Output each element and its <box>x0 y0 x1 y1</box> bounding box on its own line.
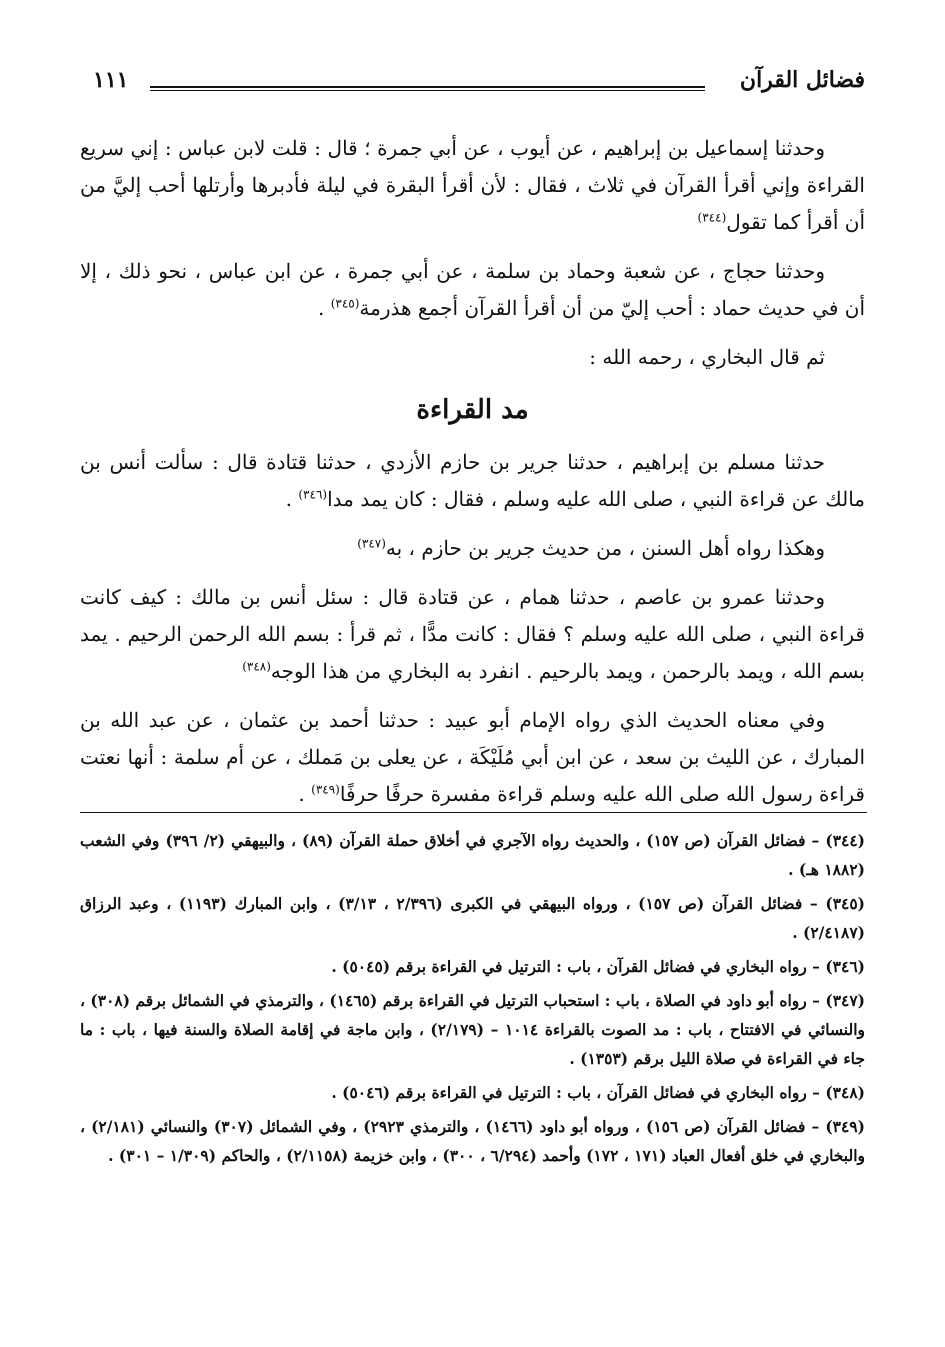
footnote <box>80 952 865 981</box>
paragraph <box>80 339 865 376</box>
header-rule <box>150 86 705 91</box>
footnote-number: (٣٤٧) <box>825 991 866 1010</box>
footnote <box>80 889 865 947</box>
footnote <box>80 986 865 1073</box>
paragraph <box>80 130 865 241</box>
footnote-reference: (٣٤٥) <box>330 296 360 311</box>
footnote-text: – فضائل القرآن (ص ١٥٦) ، ورواه أبو داود (١٤٦٦) ، والترمذي ٢٩٢٣) ، وفي الشمائل (٣٠٧) والنسائي (٢/١٨١) ، والبخاري في خلق أفعال العباد (١٧١ ، ١٧٢) وأحمد (٦/٢٩٤ ، ٣٠٠) ، وابن خزيمة (٢/١١٥٨) ، والحاكم (١/٣٠٩ – ٣٠١) . <box>80 1117 865 1165</box>
footnote-text: – رواه البخاري في فضائل القرآن ، باب : الترتيل في القراءة برقم (٥٠٤٦) . <box>331 1083 826 1102</box>
paragraph-end: . <box>285 487 299 511</box>
paragraph-end: . <box>298 782 312 806</box>
paragraph-text: وهكذا رواه أهل السنن ، من حديث جرير بن حازم ، به <box>385 536 825 560</box>
section-heading: مد القراءة <box>416 395 529 425</box>
footnotes <box>80 826 865 1175</box>
paragraph <box>80 702 865 813</box>
footnote-text: – رواه أبو داود في الصلاة ، باب : استحباب الترتيل في القراءة برقم (١٤٦٥) ، والترمذي في الشمائل برقم (٣٠٨) ، والنسائي في الافتتاح ، باب : مد الصوت بالقراءة ١٠١٤ – (٢/١٧٩) ، وابن ماجة في إقامة الصلاة والسنة فيها ، باب : ما جاء في القراءة في صلاة الليل برقم (١٣٥٣) . <box>80 991 865 1068</box>
footnote <box>80 1078 865 1107</box>
paragraph-text: وفي معناه الحديث الذي رواه الإمام أبو عبيد : حدثنا أحمد بن عثمان ، عن عبد الله بن المبارك ، عن الليث بن سعد ، عن ابن أبي مُلَيْكَة ، عن يعلى بن مَملك ، عن أم سلمة : أنها نعتت قراءة رسول الله صلى الله عليه وسلم قراءة مفسرة حرفًا حرفًا <box>80 708 865 806</box>
footnote-number: (٣٤٤) <box>825 831 866 850</box>
page-number: ١١١ <box>93 67 129 93</box>
paragraph-text: حدثنا مسلم بن إبراهيم ، حدثنا جرير بن حازم الأزدي ، حدثنا قتادة قال : سألت أنس بن مالك عن قراءة النبي ، صلى الله عليه وسلم ، فقال : كان يمد مدا <box>80 450 865 511</box>
footnote-number: (٣٤٨) <box>825 1083 865 1102</box>
footnote-text: – رواه البخاري في فضائل القرآن ، باب : الترتيل في القراءة برقم (٥٠٤٥) . <box>331 957 826 976</box>
paragraph-text: وحدثنا حجاج ، عن شعبة وحماد بن سلمة ، عن أبي جمرة ، عن ابن عباس ، نحو ذلك ، إلا أن في حديث حماد : أحب إليّ من أن أقرأ القرآن أجمع هذرمة <box>80 259 865 320</box>
footnote-reference: (٣٤٩) <box>311 782 340 797</box>
footnote-reference: (٣٤٤) <box>697 210 727 225</box>
running-title: فضائل القرآن <box>739 67 865 93</box>
footnote <box>80 1112 865 1170</box>
main-text <box>80 130 865 825</box>
footnote-number: (٣٤٩) <box>825 1117 865 1136</box>
paragraph <box>80 530 865 567</box>
paragraph-text: ثم قال البخاري ، رحمه الله : <box>589 345 825 369</box>
paragraph <box>80 444 865 518</box>
paragraph-end: . <box>317 296 331 320</box>
paragraph-text: وحدثنا عمرو بن عاصم ، حدثنا همام ، عن قتادة قال : سئل أنس بن مالك : كيف كانت قراءة النبي ، صلى الله عليه وسلم ؟ فقال : كانت مدًّا ، ثم قرأ : بسم الله الرحمن الرحيم . يمد بسم الله ، ويمد بالرحمن ، ويمد بالرحيم . انفرد به البخاري من هذا الوجه <box>80 585 865 683</box>
footnote-divider <box>80 812 867 813</box>
footnote-number: (٣٤٥) <box>825 894 866 913</box>
footnote-text: – فضائل القرآن (ص ١٥٧) ، والحديث رواه الآجري في أخلاق حملة القرآن (٨٩) ، والبيهقي (٢/ ٣٩٦) وفي الشعب (١٨٨٢ هـ) . <box>80 831 865 879</box>
footnote-number: (٣٤٦) <box>825 957 865 976</box>
footnote-reference: (٣٤٧) <box>357 536 386 551</box>
paragraph <box>80 253 865 327</box>
footnote-reference: (٣٤٦) <box>298 487 328 502</box>
paragraph-text: وحدثنا إسماعيل بن إبراهيم ، عن أيوب ، عن أبي جمرة ؛ قال : قلت لابن عباس : إني سريع القراءة وإني أقرأ القرآن في ثلاث ، فقال : لأن أقرأ البقرة في ليلة فأدبرها وأرتلها أحب إليَّ من أن أقرأ كما تقول <box>80 136 865 234</box>
paragraph <box>80 579 865 690</box>
footnote-reference: (٣٤٨) <box>242 659 271 674</box>
footnote <box>80 826 865 884</box>
footnote-text: – فضائل القرآن (ص ١٥٧) ، ورواه البيهقي في الكبرى (٢/٣٩٦ ، ٣/١٣) ، وابن المبارك (١١٩٣) ، وعبد الرزاق (٢/٤١٨٧) . <box>80 894 865 942</box>
running-header <box>0 62 945 102</box>
